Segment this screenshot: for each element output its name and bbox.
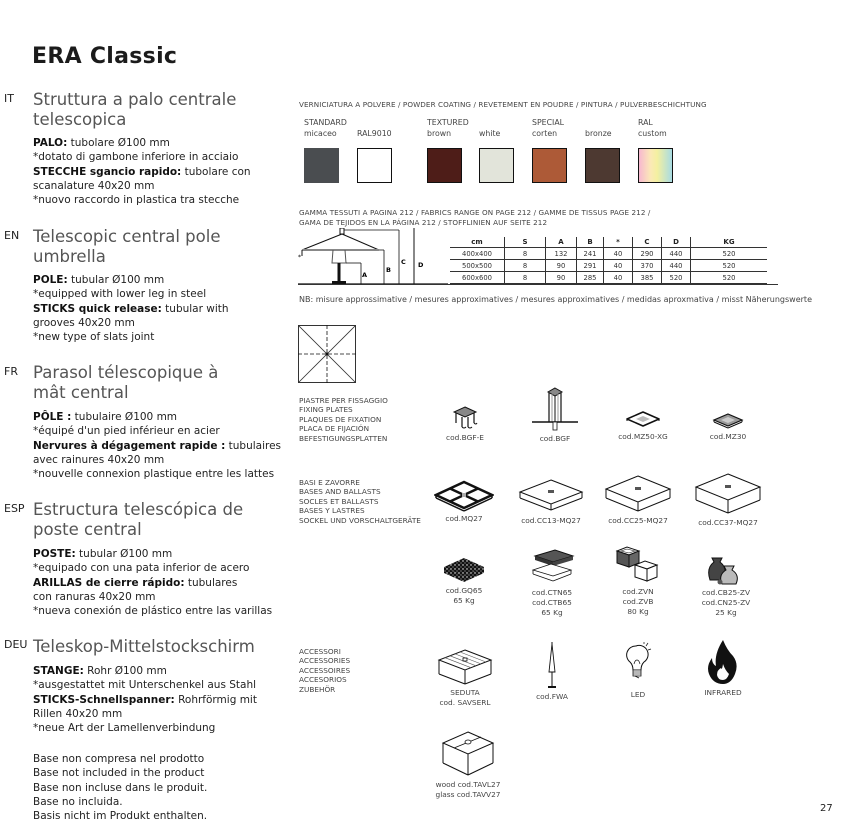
swatch-textured-white — [479, 148, 514, 183]
table-baseline-rule — [298, 284, 778, 285]
dim-a-label: A — [362, 271, 368, 279]
product-code: cod.ZVB — [622, 597, 654, 606]
lang-body — [33, 273, 293, 344]
product-code: cod.FWA — [536, 692, 568, 701]
spec-line: *equipado con una pata inferior de acero — [33, 562, 250, 575]
product-gq65[interactable] — [436, 556, 492, 606]
product-seduta-savserl[interactable] — [432, 648, 498, 708]
heading-line: mât central — [33, 383, 129, 402]
product-code: cod.MZ50-XG — [618, 432, 668, 441]
dim-d-label: D — [418, 261, 424, 269]
table-header-row — [450, 237, 767, 248]
dim-star-label: * — [298, 254, 301, 261]
product-weight: 65 Kg — [541, 608, 563, 617]
dim-b-label: B — [386, 266, 391, 274]
table-cell: 291 — [577, 260, 604, 272]
product-label: LED — [630, 690, 646, 699]
product-cc13-mq27[interactable] — [514, 478, 588, 526]
fabrics-line: GAMA DE TEJIDOS EN LA PÁGINA 212 / STOFFLINIEN AUF SEITE 212 — [299, 218, 548, 227]
swatch-ral9010 — [357, 148, 392, 183]
swatch-label: RAL9010 — [357, 129, 392, 138]
lang-code: IT — [4, 92, 14, 105]
col-header: A — [546, 237, 577, 248]
accessories-label: ACCESSORI ACCESSORIES ACCESSOIRES ACCESORIOS ZUBEHÖR — [299, 647, 351, 694]
lang-heading — [33, 90, 273, 130]
product-code: wood cod.TAVL27 — [435, 780, 501, 789]
product-weight: 80 Kg — [627, 607, 649, 616]
table-row — [450, 272, 767, 284]
table-cell: 8 — [505, 260, 546, 272]
table-row — [450, 260, 767, 272]
swatch-label: STANDARD micaceo — [304, 118, 347, 138]
ballast-ctn65-ctb65-icon — [527, 548, 577, 586]
col-header: D — [662, 237, 691, 248]
table-cell: 500x500 — [450, 260, 505, 272]
ballast-zvn-zvb-icon — [613, 545, 663, 585]
base-cc25-icon — [604, 474, 672, 514]
product-weight: 65 Kg — [453, 596, 475, 605]
seat-accessory-icon — [437, 648, 493, 686]
heading-line: Telescopic central pole — [33, 227, 221, 246]
product-code: cod.CC13-MQ27 — [521, 516, 581, 525]
canopy-left — [302, 234, 342, 250]
product-code: cod.MZ30 — [709, 432, 747, 441]
spec-line: *équipé d'un pied inférieur en acier — [33, 425, 220, 438]
product-label: SEDUTA — [450, 688, 480, 697]
fixing-plate-bgf-icon — [530, 386, 580, 432]
spec-line: *nueva conexión de plástico entre las varillas — [33, 605, 273, 618]
product-fwa[interactable] — [527, 640, 577, 702]
swatch-label: white — [479, 129, 501, 138]
spec-line: *new type of slats joint — [33, 331, 155, 344]
table-cell: 40 — [604, 272, 633, 284]
swatch-micaceo — [304, 148, 339, 183]
table-cell: 40 — [604, 248, 633, 260]
product-code: cod.CC37-MQ27 — [698, 518, 758, 527]
spec-line: POSTE: tubular Ø100 mm — [33, 548, 173, 560]
spec-line: *neue Art der Lamellenverbindung — [33, 722, 216, 735]
heading-line: telescopica — [33, 110, 127, 129]
spec-line: STICKS quick release: tubular with — [33, 302, 229, 315]
note-line: Basis nicht im Produkt enthalten. — [33, 810, 208, 823]
spec-line: Nervures à dégagement rapide : tubulaires — [33, 439, 282, 452]
table-cell: 520 — [691, 272, 768, 284]
product-code: cod.CTN65 — [531, 588, 573, 597]
product-code: cod.BGF — [539, 434, 571, 443]
product-code: cod.GQ65 — [445, 586, 483, 595]
base-cc37-icon — [694, 472, 762, 516]
table-cell: 90 — [546, 260, 577, 272]
umbrella-dimension-diagram — [298, 228, 448, 286]
product-label: INFRARED — [704, 688, 742, 697]
note-line: Base non compresa nel prodotto — [33, 753, 205, 765]
gravel-ballast-gq65-icon — [442, 556, 486, 584]
table-cell: 241 — [577, 248, 604, 260]
lang-body — [33, 136, 293, 207]
table-cell: 290 — [633, 248, 662, 260]
product-code: cod.CN25-ZV — [701, 598, 751, 607]
base-frame-mq27-icon — [434, 480, 494, 512]
product-tavl27-tavv27[interactable] — [430, 730, 506, 800]
col-header: * — [604, 237, 633, 248]
heading-line: Struttura a palo centrale — [33, 90, 237, 109]
product-bgf[interactable] — [525, 386, 585, 444]
fabrics-note — [299, 208, 650, 228]
page-title: ERA Classic — [32, 44, 178, 69]
table-row — [450, 248, 767, 260]
table-cell: 520 — [662, 272, 691, 284]
sandbag-ballast-icon — [706, 554, 746, 586]
spec-line: PÔLE : tubulaire Ø100 mm — [33, 411, 178, 423]
table-cell: 40 — [604, 260, 633, 272]
lang-heading — [33, 637, 273, 657]
col-header: S — [505, 237, 546, 248]
fixing-plates-label: PIASTRE PER FISSAGGIO FIXING PLATES PLAQUES DE FIXATION PLACA DE FIJACIÓN BEFESTIGUNGSPLATTEN — [299, 396, 388, 443]
table-cell: 385 — [633, 272, 662, 284]
product-ctn65-ctb65[interactable] — [520, 548, 584, 618]
table-cell: 90 — [546, 272, 577, 284]
spec-line: Rillen 40x20 mm — [33, 707, 123, 720]
product-mz30[interactable] — [700, 412, 756, 442]
heading-line: poste central — [33, 520, 142, 539]
spec-line: POLE: tubular Ø100 mm — [33, 274, 165, 286]
product-cb25-cn25-zv[interactable] — [694, 554, 758, 618]
swatch-corten — [532, 148, 567, 183]
lang-code: ESP — [4, 502, 25, 515]
heading-line: umbrella — [33, 247, 106, 266]
spec-line: *equipped with lower leg in steel — [33, 288, 207, 301]
product-code: cod. SAVSERL — [439, 698, 491, 707]
product-code: cod.BGF-E — [446, 433, 484, 442]
spec-line: scanalature 40x20 mm — [33, 179, 155, 192]
lang-code: FR — [4, 365, 18, 378]
light-bulb-led-icon — [623, 642, 653, 688]
lang-heading — [33, 227, 273, 267]
spec-line: *nouvelle connexion plastique entre les lattes — [33, 468, 275, 481]
heading-line: Parasol télescopique à — [33, 363, 219, 382]
closed-umbrella-fwa-icon — [542, 640, 562, 690]
swatch-label: SPECIAL corten — [532, 118, 564, 138]
col-header: KG — [691, 237, 768, 248]
lang-code: EN — [4, 229, 20, 242]
swatch-textured-brown — [427, 148, 462, 183]
swatch-label: RAL custom — [638, 118, 667, 138]
fixing-plate-mz30-icon — [711, 412, 745, 430]
product-zvn-zvb[interactable] — [606, 545, 670, 617]
table-cell: 520 — [691, 248, 768, 260]
product-code: cod.MQ27 — [445, 514, 483, 523]
umbrella-top-view-icon — [298, 325, 356, 383]
table-cell: 400x400 — [450, 248, 505, 260]
product-code: glass cod.TAVV27 — [435, 790, 501, 799]
product-mz50-xg[interactable] — [608, 410, 678, 442]
page-number: 27 — [820, 803, 833, 814]
lang-code: DEU — [4, 638, 28, 651]
lang-heading — [33, 363, 273, 403]
col-header: C — [633, 237, 662, 248]
base-not-included-note — [33, 752, 293, 823]
spec-line: STANGE: Rohr Ø100 mm — [33, 665, 167, 677]
note-line: Base no incluida. — [33, 795, 123, 808]
lang-body — [33, 664, 293, 735]
spec-line: STECCHE sgancio rapido: tubolare con — [33, 165, 251, 178]
product-infrared[interactable] — [700, 638, 746, 698]
table-cell: 520 — [691, 260, 768, 272]
bases-label: BASI E ZAVORRE BASES AND BALLASTS SOCLES ET BALLASTS BASES Y LASTRES SOCKEL UND VORSCHALTGERÄTE — [299, 478, 421, 525]
spec-line: *ausgestattet mit Unterschenkel aus Stahl — [33, 679, 257, 692]
note-line: Base non incluse dans le produit. — [33, 781, 208, 794]
product-bgf-e[interactable] — [435, 405, 495, 443]
spec-line: STICKS-Schnellspanner: Rohrförmig mit — [33, 693, 257, 706]
table-cell: 440 — [662, 248, 691, 260]
table-cell: 600x600 — [450, 272, 505, 284]
fixing-plate-mz50-xg-icon — [623, 410, 663, 430]
pole-sleeve — [332, 250, 346, 263]
coating-heading: VERNICIATURA A POLVERE / POWDER COATING / REVETEMENT EN POUDRE / PINTURA / PULVERBESCHICHTUNG — [299, 100, 707, 109]
base-cc13-icon — [518, 478, 584, 514]
lang-heading — [33, 500, 273, 540]
dimensions-table — [450, 237, 767, 284]
product-code: cod.ZVN — [622, 587, 654, 596]
product-mq27[interactable] — [430, 480, 498, 524]
product-code: cod.CB25-ZV — [701, 588, 751, 597]
swatch-label: bronze — [585, 129, 612, 138]
lang-body — [33, 410, 293, 481]
swatch-bronze — [585, 148, 620, 183]
spec-line: *nuovo raccordo in plastica tra stecche — [33, 194, 240, 207]
measure-note: NB: misure approssimative / mesures approximatives / mesures approximatives / medidas aproxmativa / misst Näherungswerte — [299, 295, 812, 304]
spec-line: grooves 40x20 mm — [33, 316, 135, 329]
lang-body — [33, 547, 293, 618]
fixing-plate-bgf-e-icon — [450, 405, 480, 431]
spec-line: PALO: tubolare Ø100 mm — [33, 137, 170, 149]
table-cell: 370 — [633, 260, 662, 272]
swatch-ral-custom — [638, 148, 673, 183]
canopy-right — [342, 234, 379, 250]
heading-line: Teleskop-Mittelstockschirm — [33, 637, 255, 656]
product-weight: 25 Kg — [715, 608, 737, 617]
product-cc25-mq27[interactable] — [600, 474, 676, 526]
col-header: B — [577, 237, 604, 248]
spec-line: avec rainures 40x20 mm — [33, 453, 165, 466]
note-line: Base not included in the product — [33, 767, 205, 780]
side-table-icon — [439, 730, 497, 778]
table-cell: 285 — [577, 272, 604, 284]
fabrics-line: GAMMA TESSUTI A PAGINA 212 / FABRICS RANGE ON PAGE 212 / GAMME DE TISSUS PAGE 212 / — [299, 208, 651, 217]
heading-line: Estructura telescópica de — [33, 500, 244, 519]
spec-line: *dotato di gambone inferiore in acciaio — [33, 151, 239, 164]
product-code: cod.CC25-MQ27 — [608, 516, 668, 525]
table-cell: 8 — [505, 248, 546, 260]
spec-line: con ranuras 40x20 mm — [33, 590, 156, 603]
table-cell: 440 — [662, 260, 691, 272]
flame-infrared-icon — [707, 638, 739, 686]
umbrella-top-icon — [340, 228, 344, 234]
product-code: cod.CTB65 — [532, 598, 572, 607]
swatch-label: TEXTURED brown — [427, 118, 469, 138]
table-cell: 8 — [505, 272, 546, 284]
col-header: cm — [450, 237, 505, 248]
table-cell: 132 — [546, 248, 577, 260]
product-led[interactable] — [615, 642, 661, 700]
dim-c-label: C — [401, 258, 406, 266]
spec-line: ARILLAS de cierre rápido: tubulares — [33, 576, 238, 589]
product-cc37-mq27[interactable] — [690, 472, 766, 528]
